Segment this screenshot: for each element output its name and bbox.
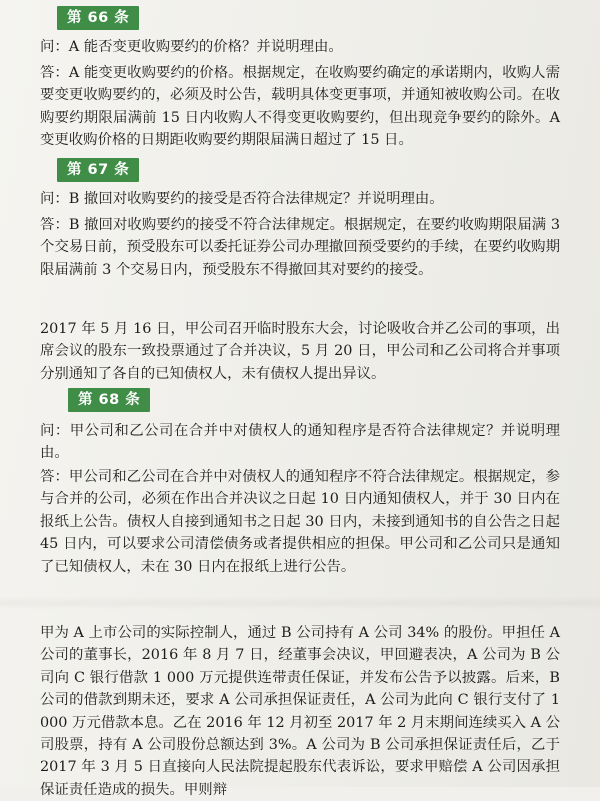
case-2-paragraph: 甲为 A 上市公司的实际控制人，通过 B 公司持有 A 公司 34% 的股份。甲担任 A 公司的董事长，2016 年 8 月 7 日，经董事会决议，甲回避表决，A 公司为 B 公司向 C 银行借款 1 000 万元提供连带责任保证，并发布公告予以披露。后来，B 公司的借款到期未还，要求 A 公司承担保证责任，A 公司为此向 C 银行支付了 1 000 万元借款本息。乙在 2016 年 12 月初至 2017 年 2 月末期间连续买入 A 公司股票，持有 A 公司股份总额达到 3%。A 公司为 B 公司承担保证责任后，乙于 2017 年 3 月 5 日直接向人民法院提起股东代表诉讼，要求甲赔偿 A 公司因承担保证责任造成的损失。甲则辩	[40, 625, 560, 798]
article-68-tag: 第 68 条	[68, 388, 150, 412]
article-68-answer: 答：甲公司和乙公司在合并中对债权人的通知程序不符合法律规定。根据规定，参与合并的公司，必须在作出合并决议之日起 10 日内通知债权人，并于 30 日内在报纸上公告。债权人自接到通知书之日起 30 日内，未接到通知书的自公告之日起 45 日内，可以要求公司清偿债务或者提供相应的担保。甲公司和乙公司只是通知了已知债权人，未在 30 日内在报纸上进行公告。	[40, 469, 560, 575]
article-68-question: 问：甲公司和乙公司在合并中对债权人的通知程序是否符合法律规定？并说明理由。	[40, 423, 560, 462]
article-67-answer: 答：B 撤回对收购要约的接受不符合法律规定。根据规定，在要约收购期限届满 3 个交易日前，预受股东可以委托证券公司办理撤回预受要约的手续，在要约收购期限届满前 3 个交易日内，预受股东不得撤回其对要约的接受。	[40, 217, 560, 278]
bleed-through-shade	[0, 596, 600, 610]
article-67-tag: 第 67 条	[57, 158, 139, 182]
case-paragraph: 2017 年 5 月 16 日，甲公司召开临时股东大会，讨论吸收合并乙公司的事项，出席会议的股东一致投票通过了合并决议，5 月 20 日，甲公司和乙公司将合并事项分别通知了各自的已知债权人，未有债权人提出异议。	[40, 321, 560, 382]
article-66-answer-text: 答：A 能变更收购要约的价格。根据规定，在收购要约确定的承诺期内，收购人需要变更收购要约的，必须及时公告，载明具体变更事项，并通知被收购公司。在收购要约期限届满前 15 日内收购人不得变更收购要约，但出现竞争要约的除外。A 变更收购价格的日期距收购要约期限届满日超过了 15 日。	[40, 65, 560, 149]
article-66-question: 问：A 能否变更收购要约的价格？并说明理由。	[40, 39, 343, 55]
article-66-answer	[40, 62, 560, 152]
article-67-question: 问：B 撤回对收购要约的接受是否符合法律规定？并说明理由。	[40, 191, 444, 207]
article-66-tag: 第 66 条	[57, 6, 139, 30]
